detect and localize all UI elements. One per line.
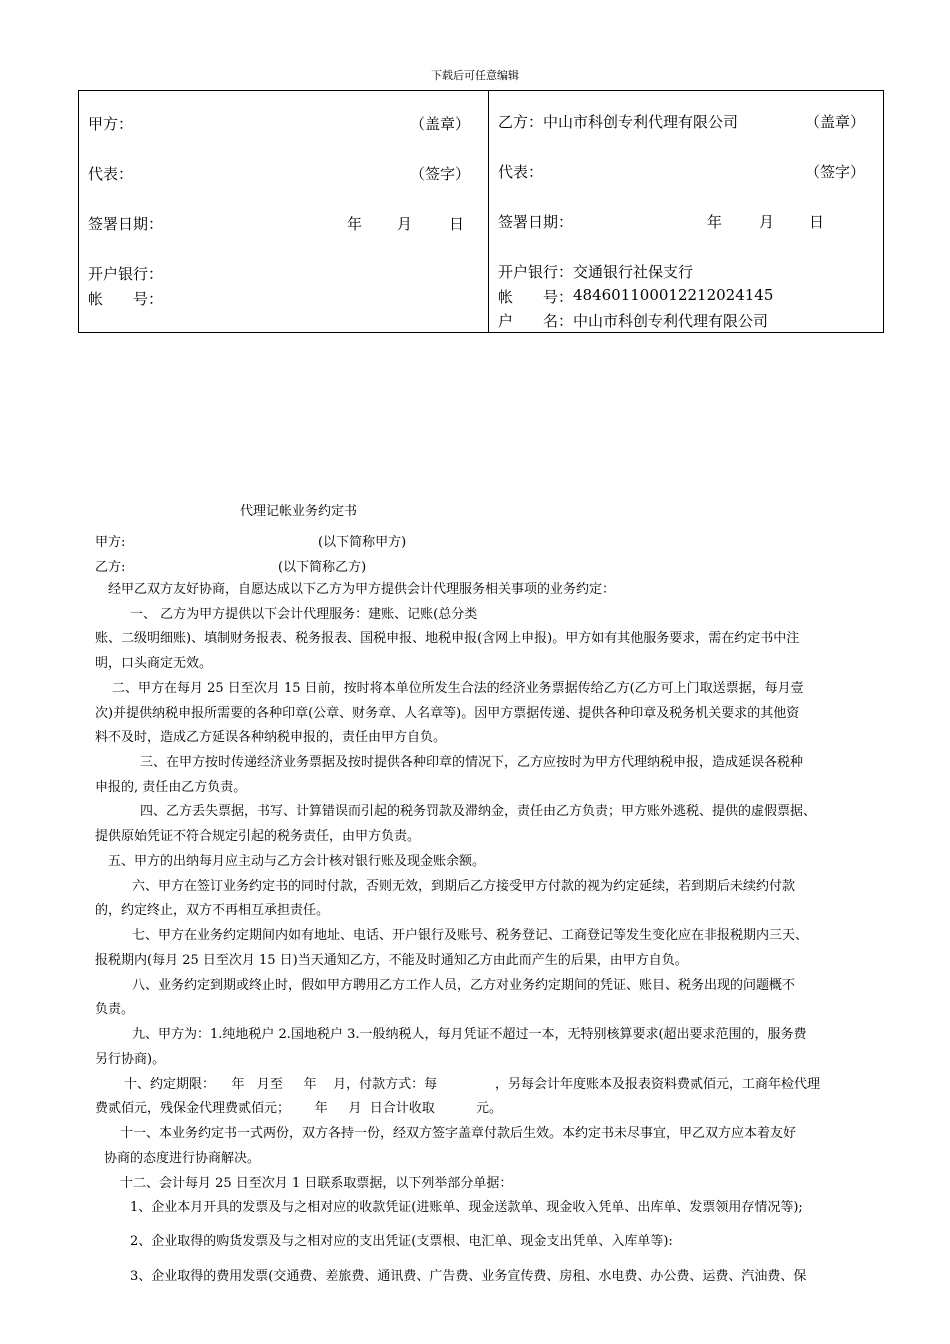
party-b-account-value: 484601100012212024145 — [572, 286, 774, 304]
clause-line: 的，约定终止，双方不再相互承担责任。 — [95, 903, 330, 918]
party-a-rep-label: 代表： — [88, 165, 134, 183]
party-a-day: 日 — [449, 215, 465, 233]
clause-line: 另行协商)。 — [95, 1052, 166, 1067]
party-a-seal-note: （盖章） — [410, 115, 471, 133]
party-b-sign-note: （签字） — [804, 163, 865, 181]
clause-line: 费贰佰元，残保金代理费贰佰元； 年 月 日合计收取 元。 — [95, 1101, 503, 1116]
party-a-field-note: (以下简称甲方) — [318, 535, 407, 550]
clause-line: 账、二级明细账)、填制财务报表、税务报表、国税申报、地税申报(含网上申报)。甲方如有其他服务要求，需在约定书中注 — [95, 631, 800, 646]
party-b-bank-value: 交通银行社保支行 — [572, 263, 693, 281]
party-b-field-label: 乙方: — [95, 560, 126, 575]
party-b-holder-value: 中山市科创专利代理有限公司 — [572, 312, 768, 330]
clause-line: 负责。 — [95, 1002, 135, 1017]
party-a-account-label: 帐 号： — [88, 290, 164, 308]
party-a-column — [79, 91, 489, 332]
party-a-month: 月 — [397, 215, 413, 233]
clause-line: 申报的, 责任由乙方负责。 — [95, 780, 247, 795]
party-b-year: 年 — [706, 213, 722, 231]
party-b-bank-label: 开户银行： — [497, 263, 573, 281]
party-b-month: 月 — [758, 213, 774, 231]
header-note: 下载后可任意编辑 — [431, 69, 519, 82]
clause-line: 提供原始凭证不符合规定引起的税务责任，由甲方负责。 — [95, 829, 421, 844]
party-a-sign-note: （签字） — [410, 165, 471, 183]
party-b-day: 日 — [808, 213, 824, 231]
clause-line: 经甲乙双方友好协商，自愿达成以下乙方为甲方提供会计代理服务相关事项的业务约定： — [108, 582, 616, 597]
party-b-account-label: 帐 号： — [497, 288, 573, 306]
clause-line: 九、甲方为：1.纯地税户 2.国地税户 3.一般纳税人，每月凭证不超过一本，无特别核算要求(超出要求范围的，服务费 — [132, 1027, 807, 1042]
clause-line: 二、甲方在每月 25 日至次月 15 日前，按时将本单位所发生合法的经济业务票据传给乙方(乙方可上门取送票据，每月壹 — [112, 681, 804, 696]
clause-line: 四、乙方丢失票据，书写、计算错误而引起的税务罚款及滞纳金，责任由乙方负责；甲方账外逃税、提供的虚假票据、 — [140, 804, 817, 819]
clause-line: 十二、会计每月 25 日至次月 1 日联系取票据，以下列举部分单据： — [120, 1176, 513, 1191]
party-b-field-note: (以下简称乙方) — [278, 560, 367, 575]
clause-line: 七、甲方在业务约定期间内如有地址、电话、开户银行及账号、税务登记、工商登记等发生变化应在非报税期内三天、 — [132, 928, 809, 943]
clause-line: 六、甲方在签订业务约定书的同时付款，否则无效，到期后乙方接受甲方付款的视为约定延续，若到期后未续约付款 — [132, 879, 796, 894]
signature-table — [78, 90, 884, 333]
clause-line: 1、企业本月开具的发票及与之相对应的收款凭证(进账单、现金送款单、现金收入凭单、出库单、发票领用存情况等); — [130, 1200, 803, 1215]
party-a-field-label: 甲方: — [95, 535, 126, 550]
clause-line: 五、甲方的出纳每月应主动与乙方会计核对银行账及现金账余额。 — [108, 854, 486, 869]
clause-line: 3、企业取得的费用发票(交通费、差旅费、通讯费、广告费、业务宣传费、房租、水电费、办公费、运费、汽油费、保 — [130, 1269, 807, 1284]
clause-line: 十一、本业务约定书一式两份，双方各持一份，经双方签字盖章付款后生效。本约定书未尽事宜，甲乙双方应本着友好 — [120, 1126, 797, 1141]
clause-line: 报税期内(每月 25 日至次月 15 日)当天通知乙方，不能及时通知乙方由此而产生的后果，由甲方自负。 — [95, 953, 688, 968]
party-b-date-label: 签署日期： — [497, 213, 573, 231]
party-b-line: 乙方：中山市科创专利代理有限公司 — [497, 113, 738, 131]
party-a-year: 年 — [347, 215, 363, 233]
party-b-rep-label: 代表： — [497, 163, 543, 181]
party-a-date-label: 签署日期： — [88, 215, 164, 233]
party-a-label: 甲方： — [88, 115, 134, 133]
agreement-title: 代理记帐业务约定书 — [240, 504, 358, 519]
clause-line: 2、企业取得的购货发票及与之相对应的支出凭证(支票根、电汇单、现金支出凭单、入库单等): — [130, 1234, 673, 1249]
clause-line: 协商的态度进行协商解决。 — [104, 1151, 261, 1166]
party-b-holder-label: 户 名： — [497, 312, 573, 330]
clause-line: 料不及时，造成乙方延误各种纳税申报的，责任由甲方自负。 — [95, 730, 447, 745]
clause-line: 八、业务约定到期或终止时，假如甲方聘用乙方工作人员，乙方对业务约定期间的凭证、账目、税务出现的问题概不 — [132, 978, 796, 993]
party-a-bank-label: 开户银行： — [88, 265, 164, 283]
party-b-seal-note: （盖章） — [804, 113, 865, 131]
clause-line: 三、在甲方按时传递经济业务票据及按时提供各种印章的情况下，乙方应按时为甲方代理纳税申报，造成延误各税种 — [140, 755, 804, 770]
clause-line: 明，口头商定无效。 — [95, 656, 213, 671]
clause-line: 一、 乙方为甲方提供以下会计代理服务：建账、记账(总分类 — [130, 607, 478, 622]
clause-line: 次)并提供纳税申报所需要的各种印章(公章、财务章、人名章等)。因甲方票据传递、提供各种印章及税务机关要求的其他资 — [95, 706, 800, 721]
party-b-column — [489, 91, 883, 332]
clause-line: 十、约定期限： 年 月至 年 月，付款方式：每 ，另每会计年度账本及报表资料费贰佰元，工商年检代理 — [124, 1077, 820, 1092]
